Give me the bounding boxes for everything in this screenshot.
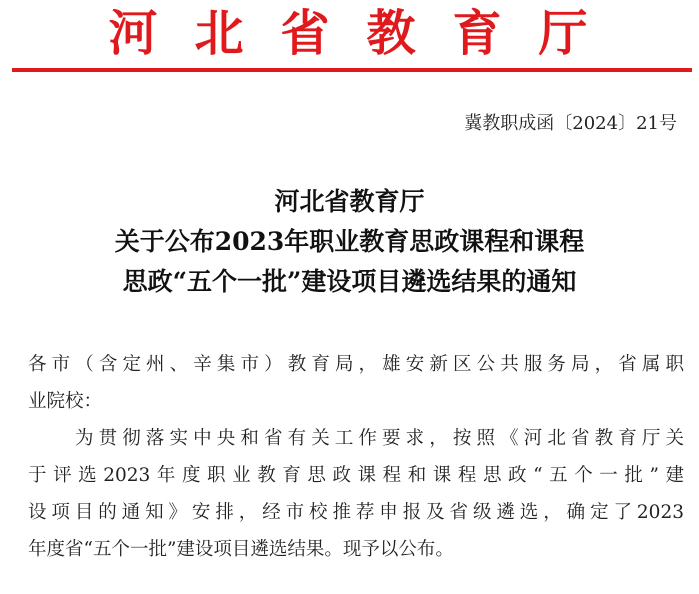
paragraph-line-2: 于评选2023年度职业教育思政课程和课程思政“五个一批”建 [28,465,684,486]
masthead-org-name: 河北省教育厅 [108,4,625,62]
salutation-line-2: 业院校： [28,391,103,412]
title-line-3: 思政“五个一批”建设项目遴选结果的通知 [122,267,577,296]
paragraph-line-1: 为贯彻落实中央和省有关工作要求，按照《河北省教育厅关 [75,428,684,449]
paragraph-line-4: 年度省“五个一批”建设项目遴选结果。现予以公布。 [28,539,454,560]
masthead-red-rule [12,68,692,72]
title-line-2: 关于公布2023年职业教育思政课程和课程 [114,227,585,256]
paragraph-line-3: 设项目的通知》安排，经市校推荐申报及省级遴选，确定了2023 [28,502,684,523]
document-body [28,346,684,568]
document-title [0,182,699,302]
salutation-line-1: 各市（含定州、辛集市）教育局，雄安新区公共服务局，省属职 [28,354,684,375]
document-number: 冀教职成函〔2024〕21号 [464,113,677,134]
title-line-1: 河北省教育厅 [274,187,425,216]
